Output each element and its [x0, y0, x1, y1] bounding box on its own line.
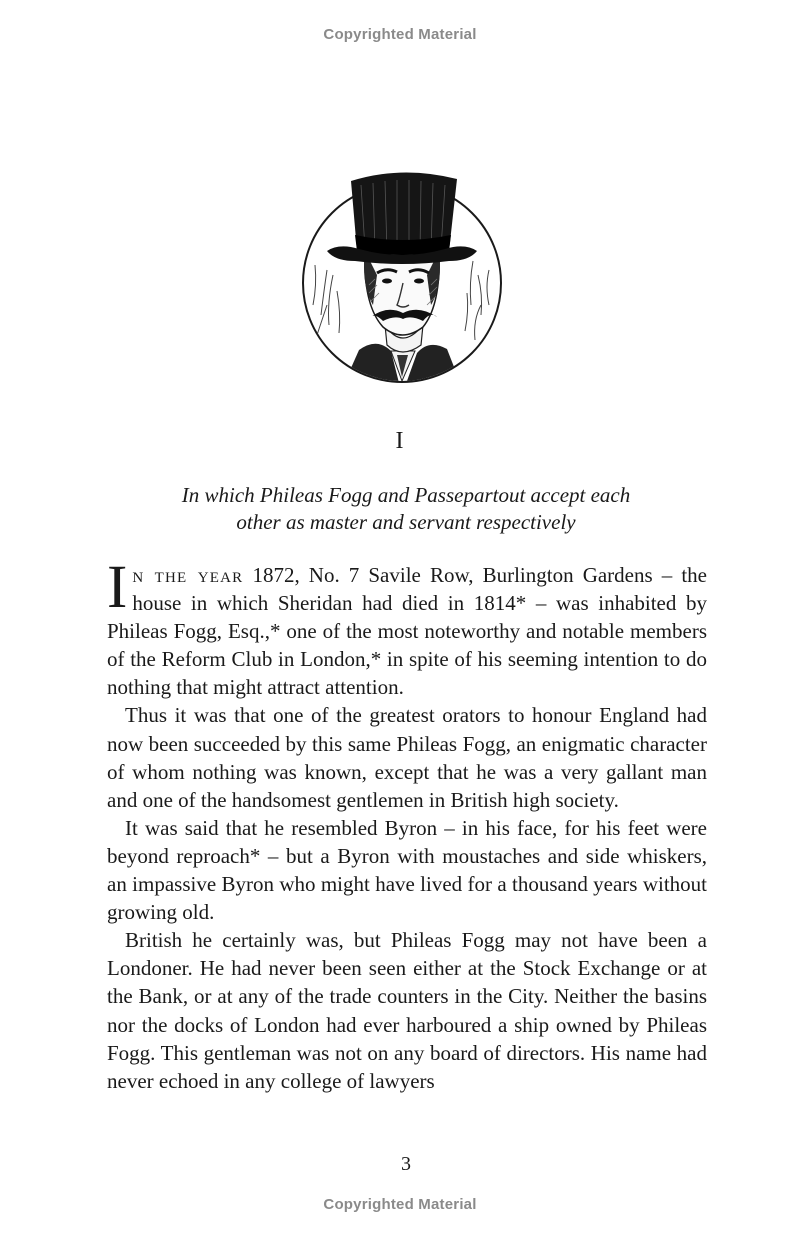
paragraph-4: British he certainly was, but Phileas Fogg may not have been a Londoner. He had never been seen either at the Stock Exchange or at the Bank, or at any of the trade counters in the City. Neither the basins nor the docks of London had ever harboured a ship owned by Phileas Fogg. This gentleman was not on any board of directors. His name had never echoed in any college of lawyers [107, 928, 707, 1093]
paragraph-2: Thus it was that one of the greatest orators to honour England had now been succeeded by this same Phileas Fogg, an enigmatic character of whom nothing was known, except that he was a very gallant man and one of the handsomest gentlemen in British high society. [107, 703, 707, 812]
chapter-title [100, 482, 712, 536]
page-number: 3 [401, 1153, 411, 1175]
chapter-number: I [395, 428, 405, 454]
watermark-top: Copyrighted Material [323, 26, 477, 43]
body-text [107, 554, 707, 1095]
opening-small-caps: n the year [132, 563, 244, 587]
paragraph-1-text: 1872, No. 7 Savile Row, Burlington Gardens – the house in which Sheridan had died in 1814* – was inhabited by Phileas Fogg, Esq.,* one of the most noteworthy and notable members of the Reform Club in London,* in spite of his seeming intention to do nothing that might attract attention. [107, 563, 707, 700]
paragraph-3: It was said that he resembled Byron – in his face, for his feet were beyond reproach* – but a Byron with moustaches and side whiskers, an impassive Byron who might have lived for a thousand years without growing old. [107, 815, 707, 925]
portrait-illustration [299, 155, 505, 383]
paragraph-1 [107, 554, 707, 701]
chapter-title-line-1: In which Phileas Fogg and Passepartout accept each [181, 483, 631, 507]
watermark-bottom: Copyrighted Material [323, 1196, 477, 1213]
drop-cap: I [107, 554, 128, 621]
chapter-title-line-2: other as master and servant respectively [236, 510, 576, 534]
